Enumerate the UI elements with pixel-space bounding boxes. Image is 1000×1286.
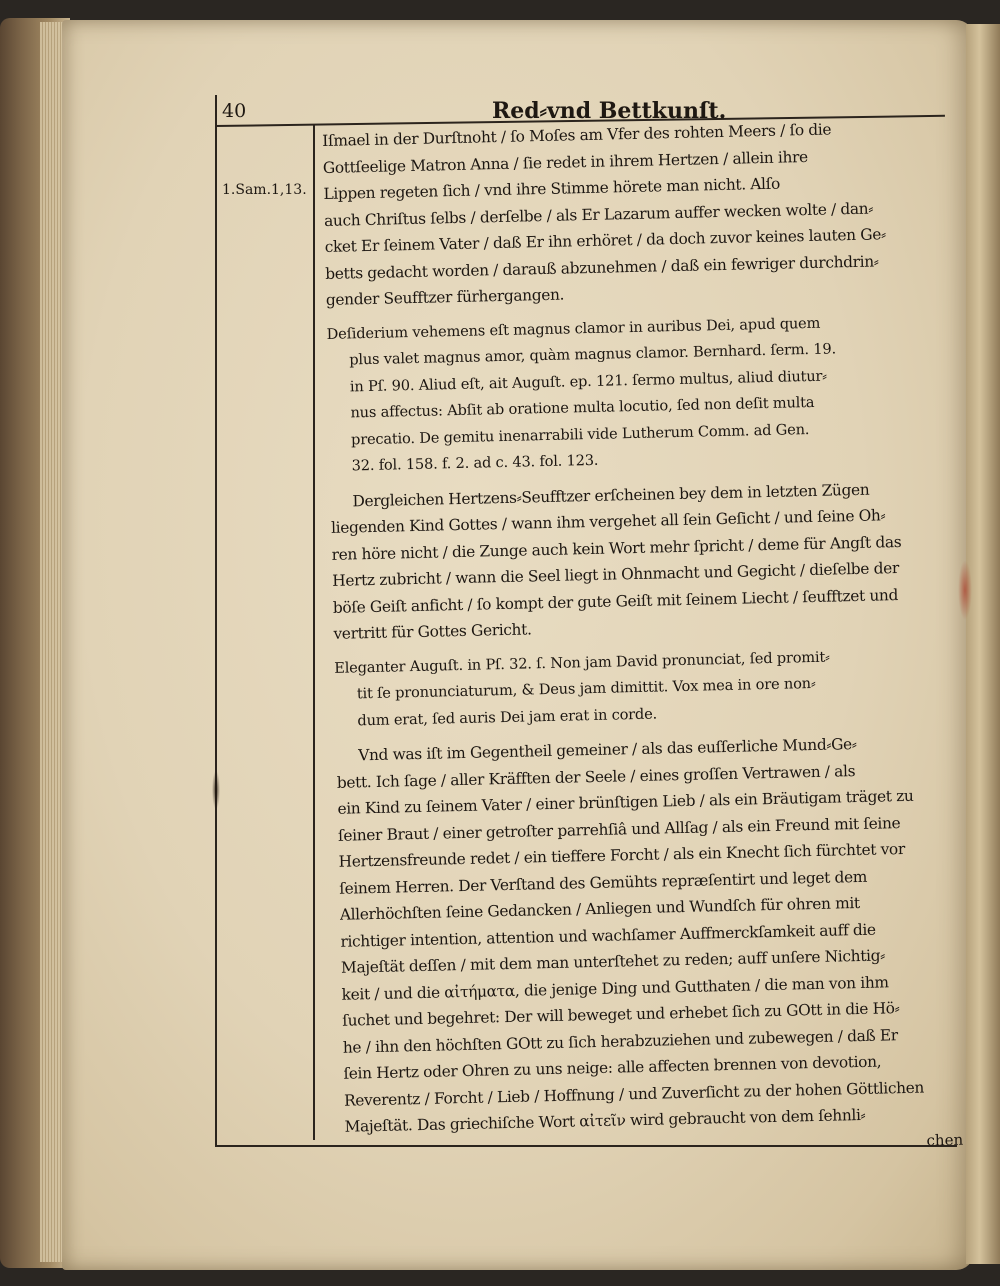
paragraph-3	[336, 729, 967, 1141]
text-line: auch Chriſtus ſelbs / derſelbe / als Er Lazarum auffer wecken wolte / dan⸗	[323, 199, 874, 230]
running-title: Red⸗vnd Bettkunſt.	[492, 98, 727, 124]
text-line: plus valet magnus amor, quàm magnus clamor. Bernhard. ſerm. 19.	[349, 340, 837, 369]
body-text	[322, 114, 967, 1166]
text-line: betts gedacht worden / darauß abzunehmen / daß ein fewriger durchdrin⸗	[325, 251, 879, 283]
text-line: in Pſ. 90. Aliud eſt, ait Auguſt. ep. 121. ſermo multus, aliud diutur⸗	[349, 367, 828, 395]
margin-reference: 1.Sam.1,13.	[222, 182, 307, 198]
text-line: nus affectus: Abſit ab oratione multa locutio, ſed non deſit multa	[350, 393, 815, 422]
text-line: vertritt für Gottes Gericht.	[333, 620, 532, 643]
paragraph-2	[330, 474, 955, 647]
margin-column-rule	[313, 125, 315, 1140]
text-line: Gottſeelige Matron Anna / ſie redet in ihrem Hertzen / allein ihre	[322, 147, 809, 177]
text-line: tit ſe pronunciaturum, & Deus jam dimittit. Vox mea in ore non⸗	[356, 674, 816, 703]
text-line: Vnd was iſt im Gegentheil gemeiner / als das euſſerliche Mund⸗Ge⸗	[358, 735, 857, 765]
text-line: ſeinem Herren. Der Verſtand des Gemühts repræſentirt und leget dem	[339, 867, 868, 898]
text-line: cket Er ſeinem Vater / daß Er ihn erhöret / da doch zuvor keines lauten Ge⸗	[324, 225, 886, 256]
catchword: chen	[926, 1130, 964, 1150]
text-line: Reverentz / Forcht / Lieb / Hoffnung / und Zuverſicht zu der hohen Göttlichen	[343, 1078, 925, 1110]
page-number: 40	[222, 100, 247, 122]
text-line: keit / und die αἰτήματα, die jenige Ding und Gutthaten / die man von ihm	[341, 972, 889, 1004]
text-line: Majeſtät. Das griechiſche Wort αἰτεῖν wird gebraucht von dem ſehnli⸗	[344, 1105, 866, 1136]
text-line: ſein Hertz oder Ohren zu uns neige: alle affecten brennen von devotion,	[343, 1052, 882, 1083]
text-line: precatio. De gemitu inenarrabili vide Lutherum Comm. ad Gen.	[350, 420, 810, 448]
paragraph-1	[322, 114, 948, 314]
text-line: gender Seufftzer fürhergangen.	[325, 285, 565, 309]
text-line: Iſmael in der Durſtnoht / ſo Moſes am Vfer des rohten Meers / ſo die	[322, 120, 832, 150]
text-line: Deſiderium vehemens eſt magnus clamor in auribus Dei, apud quem	[326, 314, 821, 343]
ink-blot	[212, 770, 220, 810]
text-line: Hertzensfreunde redet / ein tieffere Forcht / als ein Knecht ſich fürchtet vor	[338, 839, 906, 871]
text-line: Allerhöchſten ſeine Gedancken / Anliegen und Wundſch für ohren mit	[339, 894, 860, 924]
text-line: Dergleichen Hertzens⸗Seufftzer erſcheinen bey dem in letzten Zügen	[352, 480, 870, 510]
text-line: dum erat, ſed auris Dei jam erat in corde.	[357, 705, 658, 729]
text-line: ſeiner Braut / einer getroſter parrehſiâ und Allſag / als ein Freund mit ſeine	[337, 813, 901, 845]
text-line: Majeſtät deſſen / mit dem man unterſtehet zu reden; auff unſere Nichtig⸗	[340, 946, 886, 977]
text-line: ſuchet und begehret: Der will beweget und erhebet ſich zu GOtt in die Hö⸗	[342, 999, 900, 1030]
text-line: Eleganter Auguſt. in Pſ. 32. ſ. Non jam David pronunciat, ſed promit⸗	[334, 648, 830, 677]
text-line: liegenden Kind Gottes / wann ihm vergehet all ſein Geſicht / und ſeine Oh⸗	[330, 506, 886, 537]
text-line: ein Kind zu ſeinem Vater / einer brünſtigen Lieb / als ein Bräutigam träget zu	[337, 786, 914, 818]
text-line: bett. Ich ſage / aller Kräfften der Seele / eines groſſen Vertrawen / als	[336, 761, 856, 792]
text-line: he / ihn den höchſten GOtt zu ſich herabzuziehen und zubewegen / daß Er	[342, 1025, 898, 1057]
text-line: Hertz zubricht / wann die Seel liegt in Ohnmacht und Gegicht / dieſelbe der	[332, 559, 900, 590]
text-line: böſe Geiſt anficht / ſo kompt der gute Geiſt mit ſeinem Liecht / ſeufftzet und	[332, 585, 899, 617]
page-stain	[958, 560, 972, 620]
text-line: 32. fol. 158. f. 2. ad c. 43. fol. 123.	[351, 451, 599, 475]
text-line: richtiger intention, attention und wachſamer Auffmerckſamkeit auff die	[340, 920, 876, 951]
text-line: Lippen regeten ſich / vnd ihre Stimme hörete man nicht. Alſo	[323, 174, 781, 203]
latin-quote-1	[326, 307, 951, 480]
text-line: ren höre nicht / die Zunge auch kein Wort mehr ſpricht / deme für Angſt das	[331, 532, 902, 564]
latin-quote-2	[334, 641, 958, 735]
next-page-edge	[966, 24, 1000, 1264]
